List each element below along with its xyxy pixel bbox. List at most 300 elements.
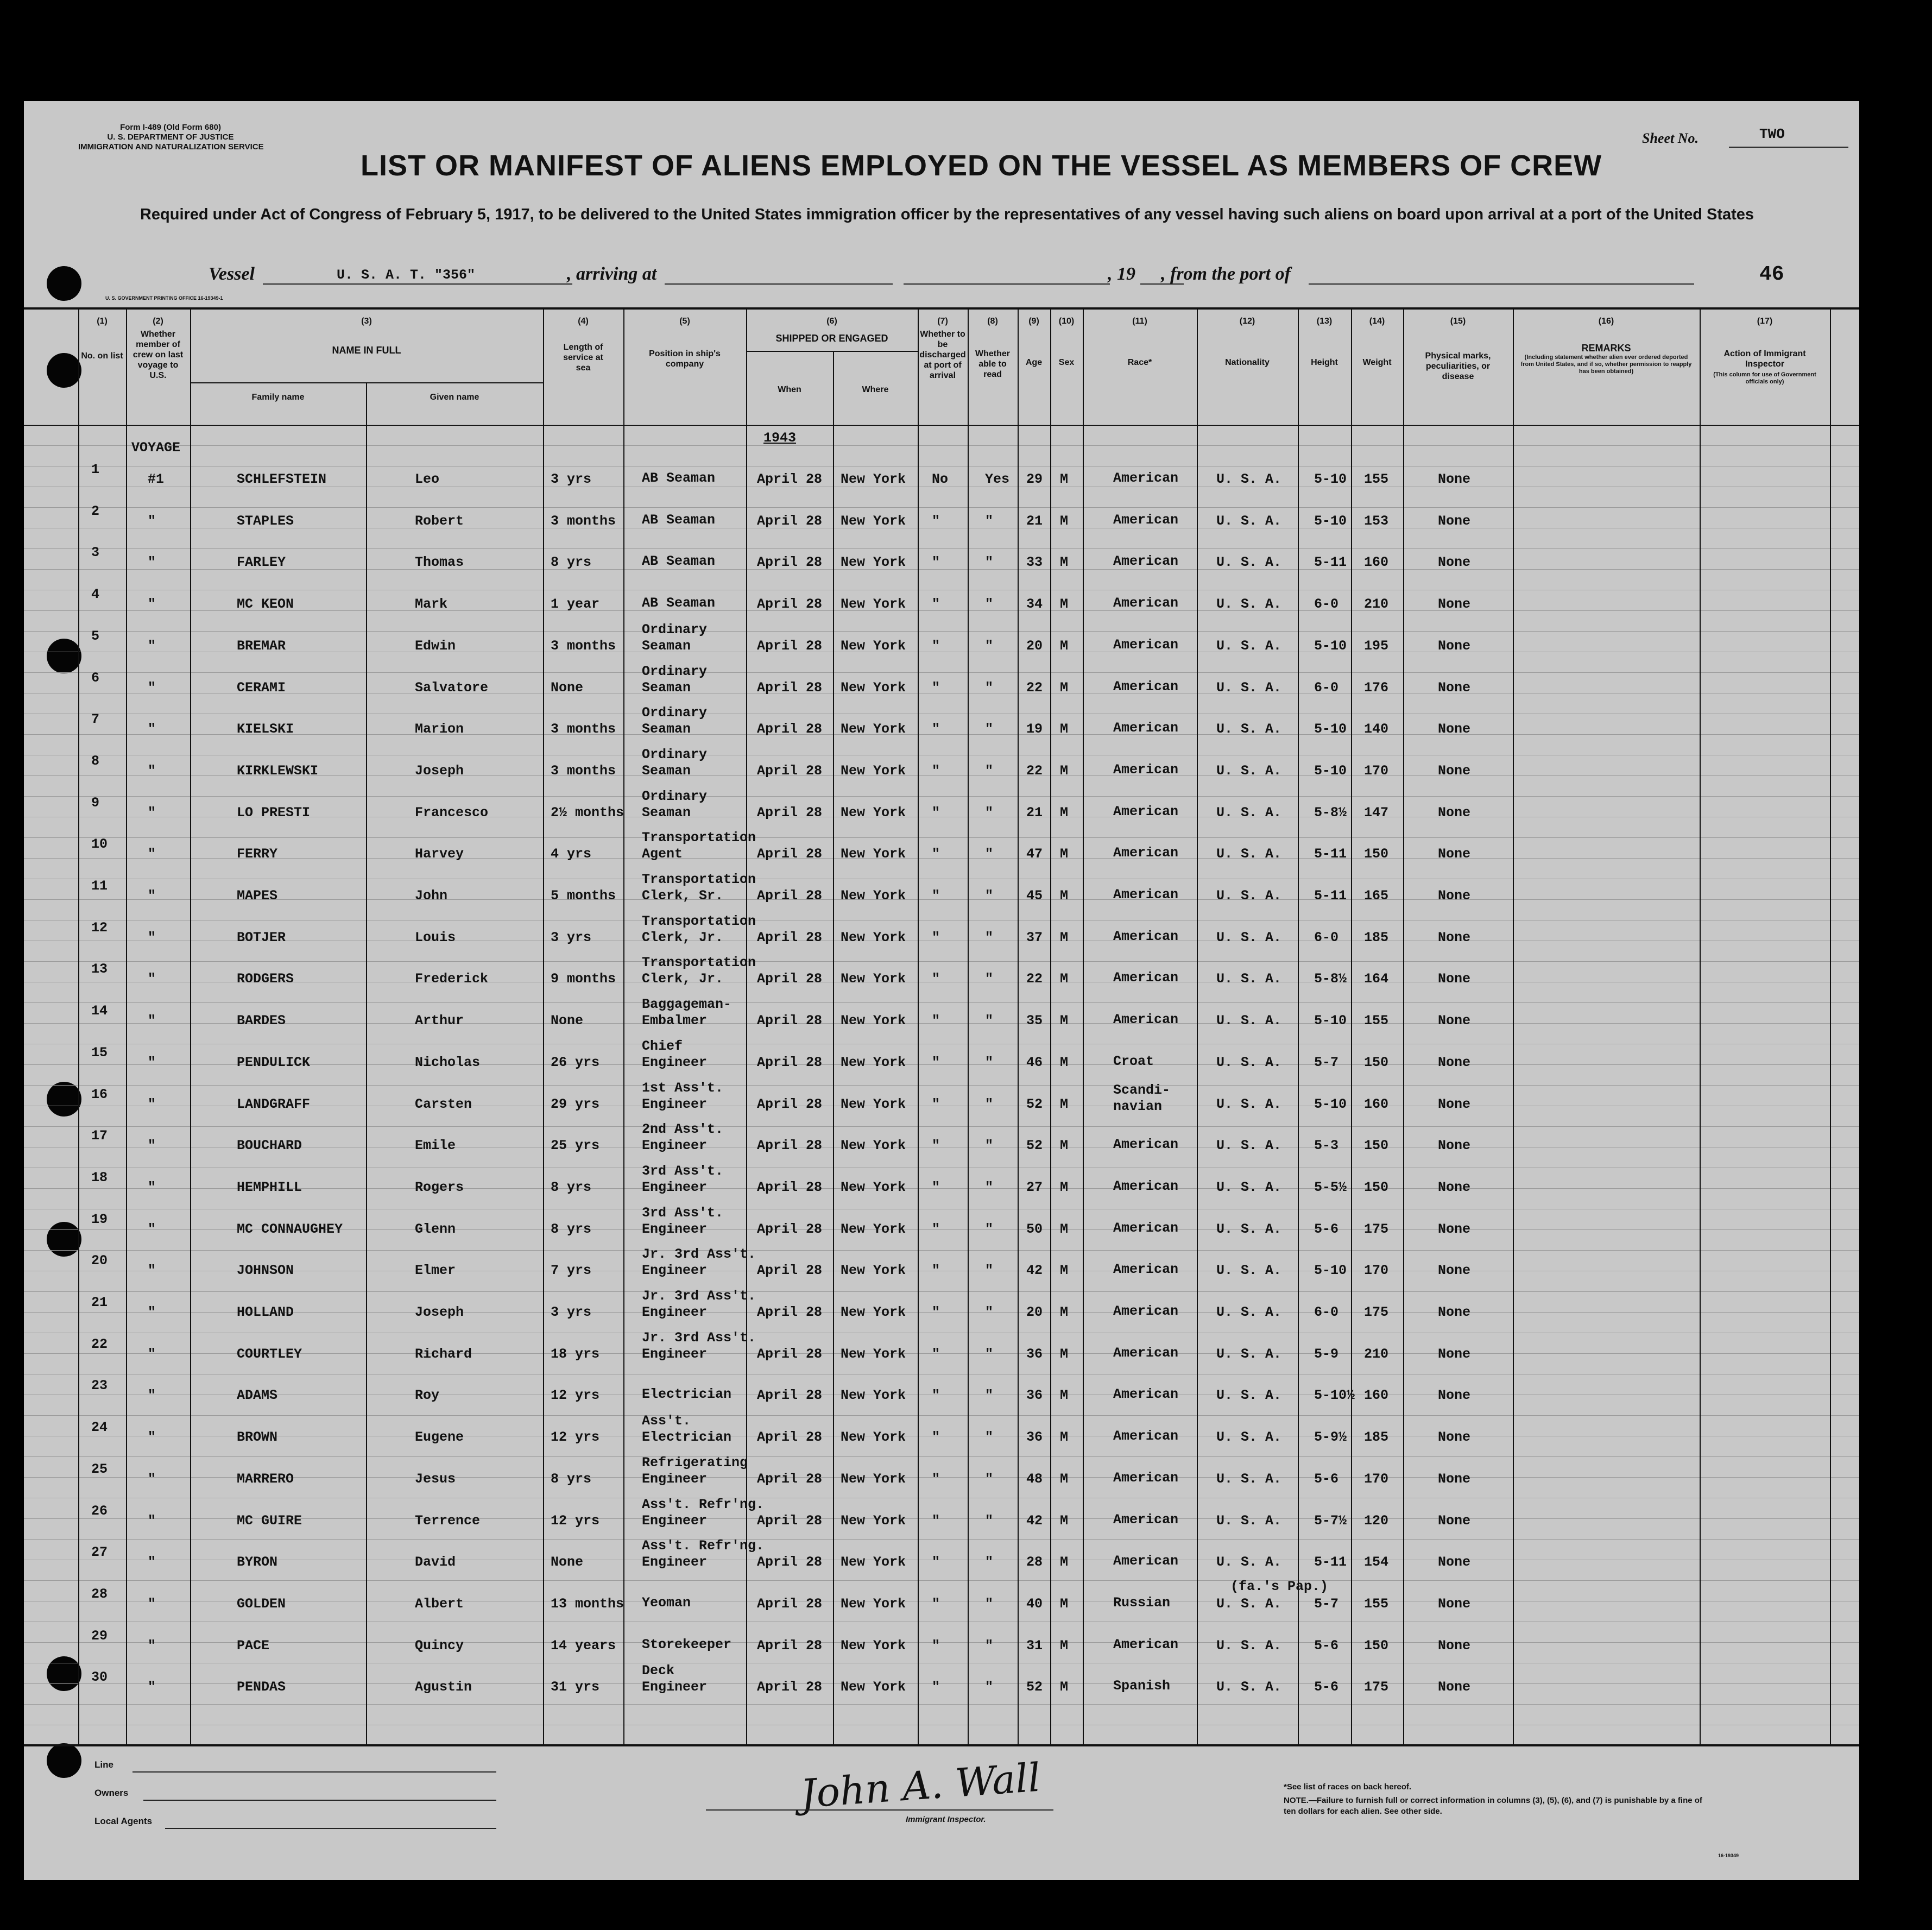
shipped-where: New York	[841, 1679, 906, 1695]
row-number: 9	[91, 795, 100, 811]
able-to-read: "	[985, 1346, 994, 1362]
able-to-read: Yes	[985, 471, 1010, 487]
position-line-1: Chief	[642, 1038, 683, 1054]
position-line-1: Ordinary	[642, 622, 708, 638]
family-name: LANDGRAFF	[237, 1096, 311, 1112]
race	[1113, 1428, 1178, 1445]
table-top-rule	[24, 307, 1859, 310]
ruled-line	[24, 837, 1859, 838]
physical-marks: None	[1438, 1387, 1471, 1403]
col-num-5: (5)	[679, 317, 690, 326]
shipped-when: April 28	[757, 680, 823, 696]
able-to-read: "	[985, 1055, 994, 1070]
physical-marks: None	[1438, 1304, 1471, 1320]
col-line	[78, 307, 79, 1744]
position	[642, 512, 715, 528]
shipped-when: April 28	[757, 1221, 823, 1237]
family-name: KIRKLEWSKI	[237, 763, 319, 779]
age: 33	[1026, 554, 1043, 570]
sex: M	[1060, 1096, 1069, 1112]
race	[1113, 1678, 1170, 1694]
sex: M	[1060, 1429, 1069, 1445]
sex: M	[1060, 471, 1069, 487]
inspector-signature: John A. Wall	[799, 1754, 1042, 1817]
given-name: Joseph	[415, 763, 464, 779]
physical-marks: None	[1438, 596, 1471, 612]
discharged: "	[932, 1138, 940, 1153]
given-name: Carsten	[415, 1096, 472, 1112]
col-label-shipped: SHIPPED OR ENGAGED	[775, 333, 888, 344]
service-length: 25 yrs	[551, 1138, 600, 1153]
height: 5-10	[1314, 721, 1347, 737]
race	[1113, 1220, 1178, 1237]
row-number: 16	[91, 1087, 108, 1102]
col-line	[1298, 307, 1299, 1744]
height: 5-11	[1314, 554, 1347, 570]
shipped-where: New York	[841, 1221, 906, 1237]
weight: 175	[1364, 1679, 1389, 1695]
position	[642, 996, 731, 1029]
family-name: PENDAS	[237, 1679, 286, 1695]
position	[642, 872, 756, 904]
race-line-1: American	[1113, 1553, 1179, 1569]
position-line-1: Transportation	[642, 872, 756, 887]
able-to-read: "	[985, 846, 994, 862]
able-to-read: "	[985, 930, 994, 945]
table-bottom-rule	[24, 1744, 1859, 1746]
age: 46	[1026, 1055, 1043, 1070]
sheet-underline	[1729, 147, 1848, 148]
col-line	[1018, 307, 1019, 1744]
shipped-when: April 28	[757, 1263, 823, 1278]
row-number: 27	[91, 1544, 108, 1560]
age: 29	[1026, 471, 1043, 487]
position	[642, 1330, 756, 1363]
nationality: U. S. A.	[1216, 971, 1282, 987]
col-label-last-voyage: Whether member of crew on last voyage to U.S.	[132, 330, 184, 380]
ruled-line	[24, 1456, 1859, 1457]
position-line-2: Engineer	[642, 1055, 708, 1070]
family-name: MC KEON	[237, 596, 294, 612]
position-line-1: 2nd Ass't.	[642, 1121, 724, 1137]
port-label: , from the port of	[1161, 264, 1291, 284]
race	[1113, 1386, 1178, 1403]
position-line-2: Engineer	[642, 1263, 708, 1278]
family-name: BOTJER	[237, 930, 286, 945]
row-number: 22	[91, 1336, 108, 1352]
discharged: "	[932, 1263, 940, 1278]
last-voyage: "	[148, 1387, 156, 1403]
family-name: LO PRESTI	[237, 805, 311, 821]
col-label-weight: Weight	[1362, 358, 1392, 367]
shipped-when: April 28	[757, 1304, 823, 1320]
able-to-read: "	[985, 1096, 994, 1112]
given-name: Richard	[415, 1346, 472, 1362]
race-line-1: American	[1113, 804, 1179, 819]
weight: 160	[1364, 554, 1389, 570]
age: 37	[1026, 930, 1043, 945]
sex: M	[1060, 1554, 1069, 1570]
family-name: BROWN	[237, 1429, 278, 1445]
action-note: (This column for use of Government officials only)	[1713, 371, 1816, 385]
col-num-3: (3)	[361, 317, 372, 326]
col-line	[366, 382, 367, 1744]
weight: 185	[1364, 930, 1389, 945]
weight: 175	[1364, 1304, 1389, 1320]
position-line-1: Jr. 3rd Ass't.	[642, 1330, 756, 1346]
weight: 160	[1364, 1387, 1389, 1403]
last-voyage: #1	[148, 471, 165, 487]
weight: 150	[1364, 846, 1389, 862]
arriving-underline-2	[904, 283, 1110, 285]
position	[642, 955, 756, 987]
height: 5-10	[1314, 1263, 1347, 1278]
discharged: "	[932, 971, 940, 987]
service-length: 14 years	[551, 1638, 616, 1654]
position	[642, 1663, 707, 1695]
col-label-position: Position in ship's company	[649, 349, 721, 369]
discharged: "	[932, 888, 940, 904]
nationality-note: (fa.'s Pap.)	[1230, 1579, 1329, 1594]
col-label-name-in-full: NAME IN FULL	[332, 345, 401, 356]
discharged: "	[932, 554, 940, 570]
col-label-action: Action of Immigrant Inspector	[1723, 349, 1806, 369]
service-length: 3 yrs	[551, 471, 592, 487]
discharged: "	[932, 1638, 940, 1654]
row-number: 5	[91, 628, 100, 644]
nationality: U. S. A.	[1216, 846, 1282, 862]
physical-marks: None	[1438, 471, 1471, 487]
weight: 185	[1364, 1429, 1389, 1445]
ruled-line	[24, 1415, 1859, 1416]
sex: M	[1060, 1138, 1069, 1153]
race	[1113, 1178, 1178, 1195]
shipped-when: April 28	[757, 1513, 823, 1529]
given-name: David	[415, 1554, 456, 1570]
service-length: 9 months	[551, 971, 616, 987]
weight: 170	[1364, 1263, 1389, 1278]
signature-rule	[706, 1809, 1053, 1811]
sex: M	[1060, 721, 1069, 737]
position-line-1: Ass't. Refr'ng.	[642, 1538, 765, 1554]
age: 36	[1026, 1387, 1043, 1403]
family-name: STAPLES	[237, 513, 294, 529]
nationality: U. S. A.	[1216, 1429, 1282, 1445]
shipped-when: April 28	[757, 638, 823, 654]
vessel-underline	[263, 283, 572, 285]
position-line-1: Transportation	[642, 955, 756, 970]
punch-hole	[47, 639, 81, 673]
shipped-when: April 28	[757, 1554, 823, 1570]
col-label-race: Race*	[1127, 358, 1152, 367]
position-line-2: Seaman	[642, 721, 691, 737]
physical-marks: None	[1438, 763, 1471, 779]
able-to-read: "	[985, 1304, 994, 1320]
given-name: Joseph	[415, 1304, 464, 1320]
shipped-where: New York	[841, 1596, 906, 1612]
physical-marks: None	[1438, 1263, 1471, 1278]
row-number: 14	[91, 1003, 108, 1019]
position-line-2: Engineer	[642, 1513, 708, 1529]
ruled-line	[24, 1126, 1859, 1127]
service-length: 3 months	[551, 513, 616, 529]
family-name: SCHLEFSTEIN	[237, 471, 327, 487]
height: 5-10	[1314, 638, 1347, 654]
height: 5-10½	[1314, 1387, 1355, 1403]
height: 5-7½	[1314, 1513, 1347, 1529]
position-line-1: Ass't. Refr'ng.	[642, 1497, 765, 1512]
age: 22	[1026, 680, 1043, 696]
nationality: U. S. A.	[1216, 554, 1282, 570]
race	[1113, 762, 1178, 778]
height: 6-0	[1314, 680, 1339, 696]
given-name: Quincy	[415, 1638, 464, 1654]
row-number: 29	[91, 1628, 108, 1644]
height: 5-6	[1314, 1638, 1339, 1654]
position	[642, 789, 707, 821]
discharged: "	[932, 930, 940, 945]
discharged: "	[932, 1596, 940, 1612]
position	[642, 470, 715, 487]
service-length: None	[551, 1013, 584, 1029]
sex: M	[1060, 554, 1069, 570]
sex: M	[1060, 1221, 1069, 1237]
position-line-2: Electrician	[642, 1429, 732, 1445]
service-length: 8 yrs	[551, 1471, 592, 1487]
col-line	[1830, 307, 1831, 1744]
family-name: KIELSKI	[237, 721, 294, 737]
nationality: U. S. A.	[1216, 1138, 1282, 1153]
service-length: 3 months	[551, 638, 616, 654]
able-to-read: "	[985, 1387, 994, 1403]
weight: 210	[1364, 1346, 1389, 1362]
service-length: 8 yrs	[551, 1221, 592, 1237]
nationality: U. S. A.	[1216, 805, 1282, 821]
row-number: 6	[91, 670, 100, 686]
col-line	[190, 307, 191, 1744]
nationality: U. S. A.	[1216, 1304, 1282, 1320]
race-line-1: American	[1113, 1012, 1179, 1027]
given-name: Emile	[415, 1138, 456, 1153]
row-number: 12	[91, 920, 108, 936]
last-voyage: "	[148, 930, 156, 945]
col-num-6: (6)	[826, 317, 837, 326]
shipped-when: April 28	[757, 721, 823, 737]
physical-marks: None	[1438, 1638, 1471, 1654]
ruled-line	[24, 672, 1859, 673]
col-num-11: (11)	[1132, 317, 1147, 326]
col-label-service: Length of service at sea	[563, 343, 603, 373]
age: 52	[1026, 1138, 1043, 1153]
position-line-2: Engineer	[642, 1304, 708, 1320]
last-voyage: "	[148, 1513, 156, 1529]
able-to-read: "	[985, 888, 994, 904]
row-number: 25	[91, 1461, 108, 1477]
race-line-1: American	[1113, 1386, 1179, 1402]
service-length: 1 year	[551, 596, 600, 612]
family-name: BREMAR	[237, 638, 286, 654]
last-voyage: "	[148, 971, 156, 987]
nationality: U. S. A.	[1216, 721, 1282, 737]
row-number: 10	[91, 836, 108, 852]
last-voyage: "	[148, 1596, 156, 1612]
footer-owners-rule	[143, 1800, 496, 1801]
shipped-where: New York	[841, 1513, 906, 1529]
family-name: PACE	[237, 1638, 270, 1654]
race	[1113, 1262, 1178, 1278]
position	[642, 747, 707, 779]
col-num-4: (4)	[578, 317, 589, 326]
weight: 164	[1364, 971, 1389, 987]
discharged: "	[932, 1387, 940, 1403]
given-name: Marion	[415, 721, 464, 737]
position-line-2: Engineer	[642, 1679, 708, 1695]
weight: 150	[1364, 1638, 1389, 1654]
given-name: Jesus	[415, 1471, 456, 1487]
family-name: HOLLAND	[237, 1304, 294, 1320]
position-line-2: Agent	[642, 846, 683, 862]
row-number: 11	[91, 878, 108, 894]
shipped-when: April 28	[757, 513, 823, 529]
subheader-where: Where	[862, 385, 889, 394]
sex: M	[1060, 638, 1069, 654]
nationality: U. S. A.	[1216, 1013, 1282, 1029]
discharged: "	[932, 1429, 940, 1445]
service-length: 29 yrs	[551, 1096, 600, 1112]
race-line-1: Scandi-	[1113, 1082, 1171, 1098]
family-name: JOHNSON	[237, 1263, 294, 1278]
weight: 155	[1364, 1596, 1389, 1612]
able-to-read: "	[985, 1180, 994, 1195]
ruled-line	[24, 1291, 1859, 1292]
row-number: 2	[91, 503, 100, 519]
row-number: 8	[91, 753, 100, 769]
punch-hole	[47, 266, 81, 301]
height: 5-6	[1314, 1679, 1339, 1695]
age: 28	[1026, 1554, 1043, 1570]
service-length: 26 yrs	[551, 1055, 600, 1070]
last-voyage: "	[148, 1138, 156, 1153]
physical-marks: None	[1438, 971, 1471, 987]
able-to-read: "	[985, 805, 994, 821]
punch-hole	[47, 1656, 81, 1691]
family-name: BARDES	[237, 1013, 286, 1029]
sex: M	[1060, 1013, 1069, 1029]
age: 40	[1026, 1596, 1043, 1612]
ruled-line	[24, 548, 1859, 549]
shipped-when: April 28	[757, 1346, 823, 1362]
physical-marks: None	[1438, 1180, 1471, 1195]
height: 5-7	[1314, 1055, 1339, 1070]
race-line-1: American	[1113, 1137, 1179, 1152]
col-num-13: (13)	[1316, 317, 1333, 326]
shipped-where: New York	[841, 846, 906, 862]
shipped-when: April 28	[757, 1471, 823, 1487]
row-number: 17	[91, 1128, 108, 1144]
family-name: MC CONNAUGHEY	[237, 1221, 343, 1237]
sex: M	[1060, 1679, 1069, 1695]
col-line	[1197, 307, 1198, 1744]
sex: M	[1060, 513, 1069, 529]
service-length: 12 yrs	[551, 1429, 600, 1445]
weight: 160	[1364, 1096, 1389, 1112]
position-line-1: Refrigerating	[642, 1455, 748, 1471]
race	[1113, 1082, 1170, 1115]
position-line-2: Clerk, Jr.	[642, 930, 724, 945]
weight: 175	[1364, 1221, 1389, 1237]
ruled-line	[24, 858, 1859, 859]
shipped-when: April 28	[757, 596, 823, 612]
col-label-read: Whether able to read	[975, 349, 1010, 379]
shipped-where: New York	[841, 1180, 906, 1195]
sex: M	[1060, 1638, 1069, 1654]
age: 35	[1026, 1013, 1043, 1029]
shipped-where: New York	[841, 471, 906, 487]
position	[642, 1497, 764, 1529]
race-line-1: American	[1113, 929, 1179, 944]
position	[642, 622, 707, 654]
service-name: IMMIGRATION AND NATURALIZATION SERVICE	[78, 142, 264, 152]
ruled-line	[24, 734, 1859, 735]
col-num-1: (1)	[97, 317, 108, 326]
sheet-number-label	[1642, 130, 1699, 147]
position	[642, 1386, 731, 1403]
position-line-1: 3rd Ass't.	[642, 1163, 724, 1179]
shipped-where: New York	[841, 513, 906, 529]
race	[1113, 637, 1178, 653]
year-label: , 19	[1108, 264, 1135, 284]
age: 21	[1026, 513, 1043, 529]
physical-marks: None	[1438, 1471, 1471, 1487]
race-line-2: navian	[1113, 1099, 1163, 1114]
age: 47	[1026, 846, 1043, 862]
able-to-read: "	[985, 971, 994, 987]
race-line-1: American	[1113, 1637, 1179, 1653]
age: 21	[1026, 805, 1043, 821]
service-length: None	[551, 1554, 584, 1570]
shipped-header-rule	[746, 351, 918, 352]
nationality: U. S. A.	[1216, 1679, 1282, 1695]
height: 5-3	[1314, 1138, 1339, 1153]
row-number: 3	[91, 545, 100, 560]
discharged: "	[932, 680, 940, 696]
discharged: "	[932, 763, 940, 779]
weight: 150	[1364, 1055, 1389, 1070]
nationality: U. S. A.	[1216, 888, 1282, 904]
ruled-line	[24, 569, 1859, 570]
physical-marks: None	[1438, 638, 1471, 654]
shipped-when: April 28	[757, 1429, 823, 1445]
race-line-1: American	[1113, 845, 1179, 861]
race-line-1: American	[1113, 887, 1179, 903]
age: 34	[1026, 596, 1043, 612]
family-name: CERAMI	[237, 680, 286, 696]
discharged: "	[932, 1304, 940, 1320]
shipped-when: April 28	[757, 1138, 823, 1153]
sex: M	[1060, 1304, 1069, 1320]
able-to-read: "	[985, 513, 994, 529]
shipped-where: New York	[841, 763, 906, 779]
position	[642, 1288, 756, 1321]
height: 5-9	[1314, 1346, 1339, 1362]
service-length: 31 yrs	[551, 1679, 600, 1695]
shipped-when: April 28	[757, 805, 823, 821]
position-line-2: Engineer	[642, 1138, 708, 1153]
discharged: "	[932, 846, 940, 862]
shipped-where: New York	[841, 1638, 906, 1654]
discharged: No	[932, 471, 949, 487]
row-number: 18	[91, 1170, 108, 1185]
